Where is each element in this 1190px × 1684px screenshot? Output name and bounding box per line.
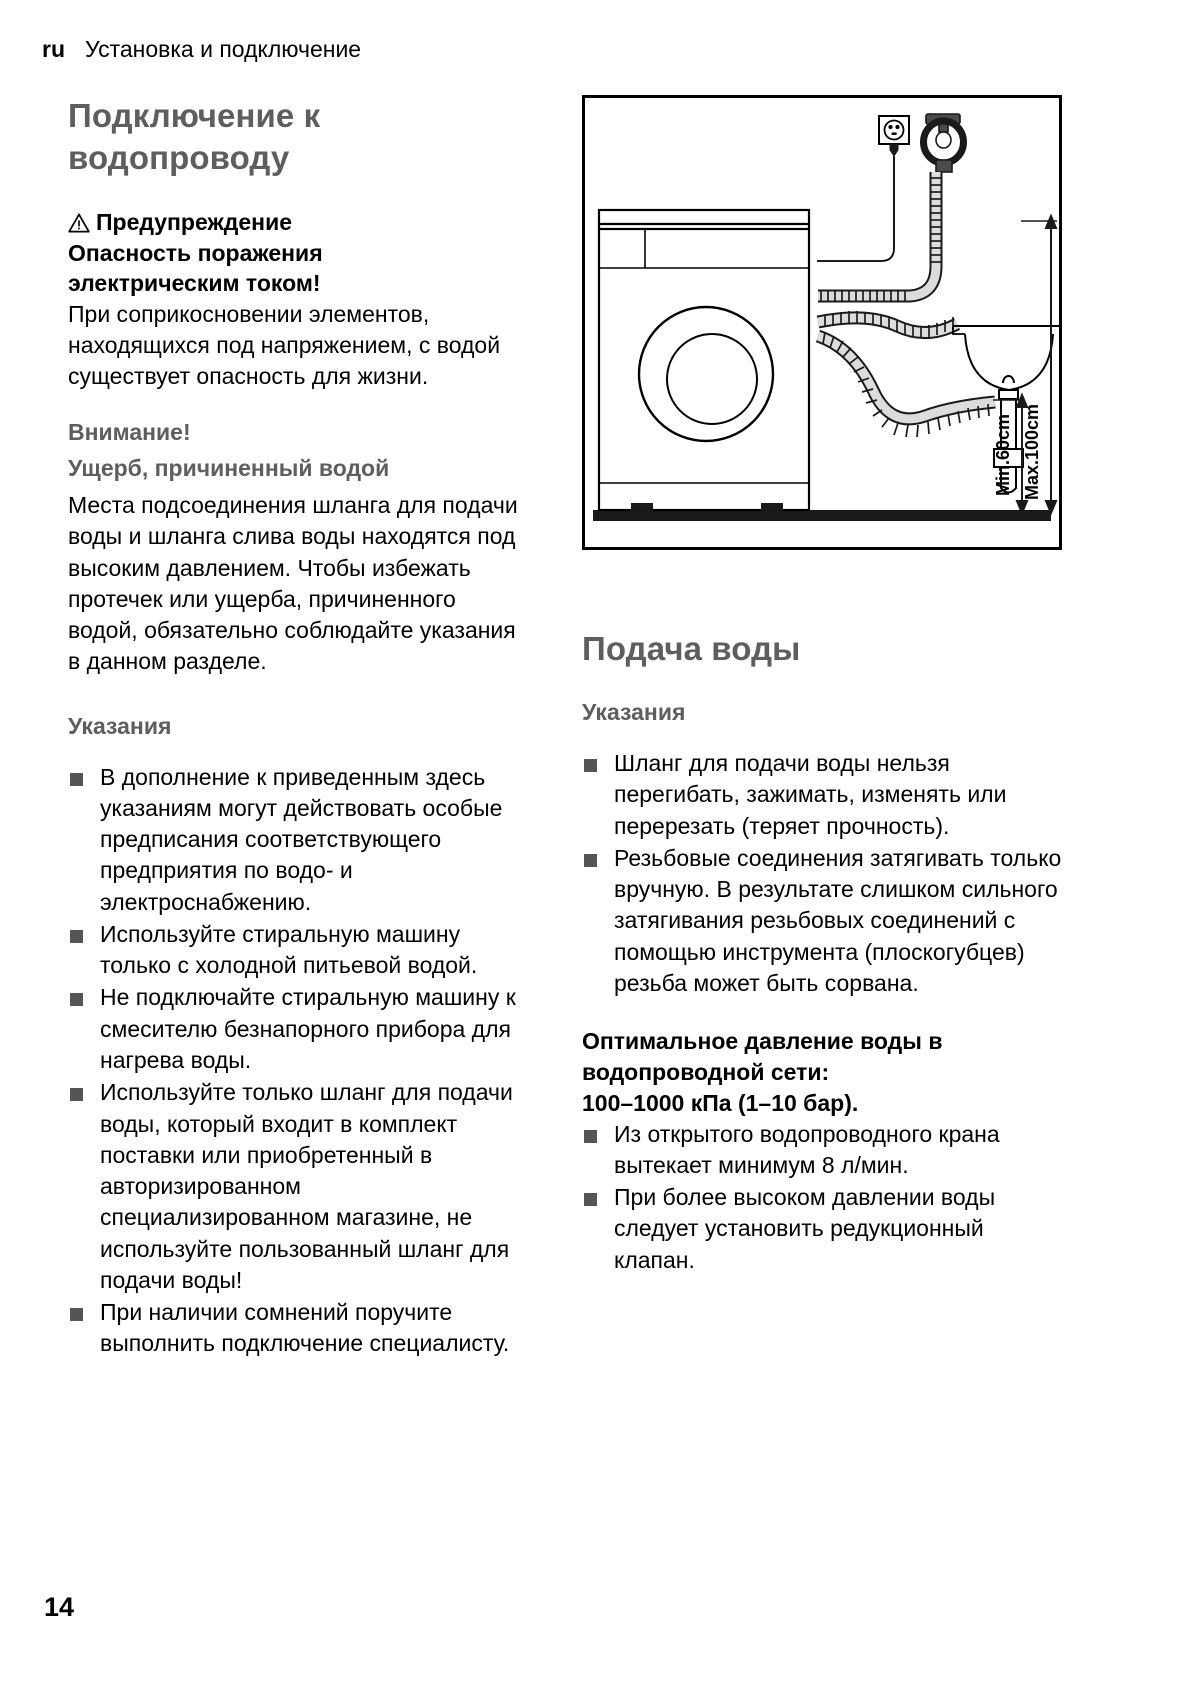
list-item (68, 982, 523, 1076)
list-item-text: При более высоком давлении воды следует установить редукционный клапан. (614, 1184, 996, 1273)
pressure-note-line2: водопроводной сети: (582, 1059, 830, 1086)
right-column (582, 95, 1062, 1277)
list-item-text: Используйте только шланг для подачи воды, который входит в комплект поставки или приобретенный в авторизированном специализированном магазине, не используйте пользованный шланг для подачи воды! (100, 1079, 513, 1293)
page-title: Подключение к водопроводу (68, 97, 321, 177)
dimension-max-label: Max.100cm (1022, 403, 1042, 500)
caution-subtitle: Ущерб, причиненный водой (68, 455, 390, 482)
language-code: ru (42, 36, 65, 62)
notes-list-right (582, 748, 1062, 999)
square-bullet-icon (70, 993, 83, 1006)
list-item-text: Из открытого водопроводного крана вытекает минимум 8 л/мин. (614, 1120, 1000, 1178)
caution-body: Места подсоединения шланга для подачи воды и шланга слива воды находятся под высоким давлением. Чтобы избежать протечек или ущерба, причиненного водой, обязательно соблюдайте указания в данном разделе. (68, 492, 518, 675)
notes-heading-right: Указания (582, 699, 686, 726)
square-bullet-icon (70, 1308, 83, 1321)
spacer (582, 1000, 1062, 1026)
list-item-text: Резьбовые соединения затягивать только вручную. В результате слишком сильного затягивания резьбовых соединений с помощью инструмента (плоскогубцев) резьба может быть сорвана. (614, 844, 1062, 996)
water-tap-icon (924, 114, 964, 172)
pressure-notes-list (582, 1119, 1062, 1276)
square-bullet-icon (70, 930, 83, 943)
page-number: 14 (44, 1592, 75, 1622)
spacer (582, 550, 1062, 628)
dimension-min-label: Min.60cm (993, 413, 1013, 496)
warning-heading (68, 207, 523, 237)
list-item-text: Шланг для подачи воды нельзя перегибать, зажимать, изменять или перерезать (теряет прочность). (614, 750, 1007, 839)
power-socket-icon (879, 116, 909, 144)
spacer (68, 392, 523, 418)
notes-list-left (68, 762, 523, 1360)
list-item-text: Используйте стиральную машину только с холодной питьевой водой. (100, 920, 478, 979)
square-bullet-icon (584, 759, 597, 772)
list-item (582, 748, 1062, 842)
drain-hose-icon (818, 311, 957, 338)
power-cable (817, 156, 894, 261)
washing-machine-icon (599, 210, 809, 511)
chapter-title: Установка и подключение (85, 36, 362, 62)
caution-block (68, 418, 523, 677)
list-item (68, 919, 523, 982)
list-item (582, 1182, 1062, 1276)
list-item-text: При наличии сомнений поручите выполнить подключение специалисту. (100, 1299, 510, 1357)
list-item (582, 843, 1062, 999)
warning-label: Предупреждение (96, 209, 292, 236)
list-item (68, 762, 523, 918)
pressure-note-line1: Оптимальное давление воды в (582, 1028, 943, 1055)
warning-body: При соприкосновении элементов, находящихся под напряжением, с водой существует опасность для жизни. (68, 300, 501, 390)
list-item (68, 1297, 523, 1360)
caution-label: Внимание! (68, 419, 191, 446)
square-bullet-icon (584, 1130, 597, 1143)
power-plug-icon (890, 144, 898, 156)
inlet-hose-icon (818, 172, 942, 302)
spacer (68, 678, 523, 712)
warning-block (68, 207, 523, 392)
square-bullet-icon (584, 1193, 597, 1206)
list-item (582, 1119, 1062, 1182)
drain-hose-lower-icon (818, 332, 995, 437)
floor-line (593, 510, 1051, 521)
notes-heading-left: Указания (68, 712, 172, 739)
page-header (42, 36, 1142, 64)
warning-subtitle-line1: Опасность поражения (68, 239, 323, 266)
spacer (68, 748, 523, 762)
water-connection-diagram (582, 95, 1062, 550)
warning-subtitle-line2: электрическим током! (68, 270, 321, 297)
list-item (68, 1077, 523, 1296)
list-item-text: Не подключайте стиральную машину к смесителю безнапорного прибора для нагрева воды. (100, 984, 516, 1073)
water-supply-title: Подача воды (582, 630, 801, 667)
pressure-note-block (582, 1026, 1062, 1118)
list-item-text: В дополнение к приведенным здесь указаниям могут действовать особые предписания соответствующего предприятия по водо- и электроснабжению. (100, 763, 503, 915)
square-bullet-icon (70, 773, 83, 786)
square-bullet-icon (584, 854, 597, 867)
spacer (582, 734, 1062, 748)
left-column (68, 95, 523, 1361)
warning-triangle-icon (68, 210, 90, 230)
square-bullet-icon (70, 1088, 83, 1101)
pressure-note-line3: 100–1000 кПа (1–10 бар). (582, 1089, 859, 1116)
